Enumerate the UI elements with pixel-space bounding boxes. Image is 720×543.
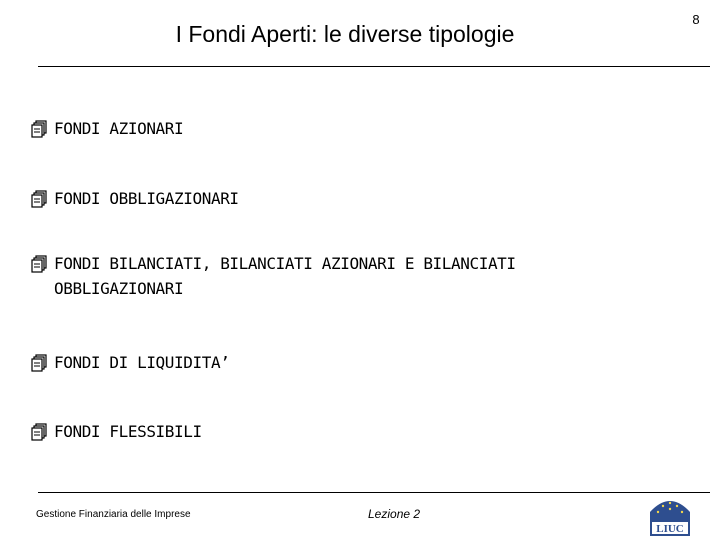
stacked-pages-icon (30, 251, 54, 276)
stacked-pages-icon (30, 186, 54, 211)
bullet-item (30, 116, 183, 141)
bullet-text-continuation: OBBLIGAZIONARI (54, 279, 184, 298)
bullet-item (30, 419, 202, 444)
bullet-text: FONDI DI LIQUIDITA’ (54, 353, 230, 372)
footer-lesson: Lezione 2 (368, 507, 421, 521)
top-divider (38, 66, 710, 67)
bottom-divider (38, 492, 710, 493)
bullet-item (30, 251, 516, 301)
bullet-text-line: FONDI BILANCIATI, BILANCIATI AZIONARI E BILANCIATI (54, 254, 516, 273)
stacked-pages-icon (30, 419, 54, 444)
bullet-text: FONDI OBBLIGAZIONARI (54, 189, 239, 208)
bullet-text (54, 251, 516, 301)
page-number: 8 (692, 12, 700, 27)
bullet-item (30, 350, 229, 375)
bullet-text: FONDI AZIONARI (54, 119, 184, 138)
logo-text: LIUC (656, 523, 684, 535)
liuc-logo (648, 494, 692, 538)
stacked-pages-icon (30, 350, 54, 375)
footer-course-name: Gestione Finanziaria delle Imprese (36, 509, 191, 520)
bullet-text: FONDI FLESSIBILI (54, 422, 202, 441)
slide-title: I Fondi Aperti: le diverse tipologie (175, 21, 515, 47)
bullet-item (30, 186, 239, 211)
stacked-pages-icon (30, 116, 54, 141)
